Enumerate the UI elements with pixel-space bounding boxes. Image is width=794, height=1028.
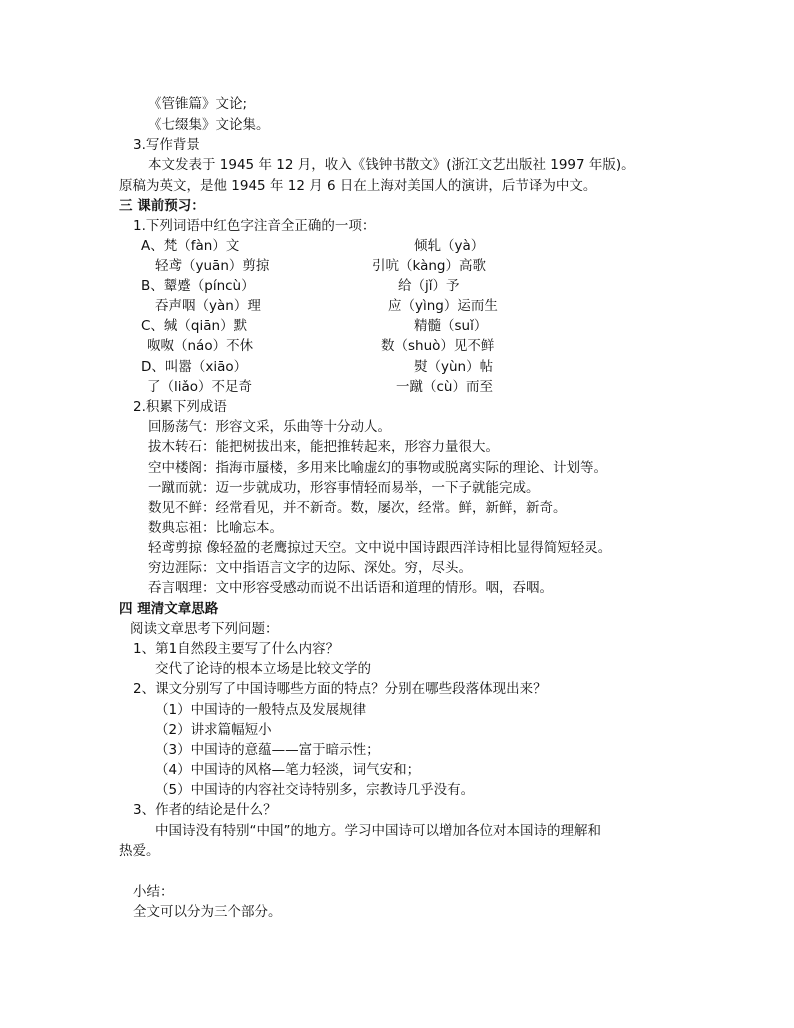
answer-text: 交代了论诗的根本立场是比较文学的 xyxy=(155,661,371,677)
option-item: 数（shuò）见不鲜 xyxy=(381,338,495,354)
option-item: 熨（yùn）帖 xyxy=(414,359,494,375)
answer-item: （1）中国诗的一般特点及发展规律 xyxy=(155,702,367,718)
option-item: 轻鸢（yuān）剪掠 xyxy=(155,258,270,274)
option-item: 给（jǐ）予 xyxy=(398,278,460,294)
option-item: 应（yìng）运而生 xyxy=(388,298,498,314)
text-line: 《管锥篇》文论; xyxy=(148,96,248,112)
answer-item: （4）中国诗的风格—笔力轻淡，词气安和； xyxy=(155,762,421,778)
idiom-item: 回肠荡气：形容文采，乐曲等十分动人。 xyxy=(148,419,391,435)
summary-label: 小结： xyxy=(133,884,174,900)
option-item: C、缄（qiān）默 xyxy=(141,318,248,334)
answer-text: 中国诗没有特别“中国”的地方。学习中国诗可以增加各位对本国诗的理解和 xyxy=(155,823,601,839)
option-item: 引吭（kàng）高歌 xyxy=(372,258,486,274)
idiom-item: 数典忘祖：比喻忘本。 xyxy=(148,520,283,536)
idiom-item: 吞言咽理：文中形容受感动而说不出话语和道理的情形。咽，吞咽。 xyxy=(148,580,553,596)
text-line: 阅读文章思考下列问题： xyxy=(130,621,279,637)
text-line: 本文发表于 1945 年 12 月，收入《钱钟书散文》(浙江文艺出版社 1997 年版)。 xyxy=(148,157,635,173)
option-item: D、叫嚣（xiāo） xyxy=(141,359,248,375)
idiom-item: 拔木转石：能把树拔出来，能把推转起来，形容力量很大。 xyxy=(148,439,499,455)
idiom-item: 轻鸢剪掠 像轻盈的老鹰掠过天空。文中说中国诗跟西洋诗相比显得简短轻灵。 xyxy=(148,540,612,556)
idiom-item: 数见不鲜：经常看见，并不新奇。数，屡次，经常。鲜，新鲜，新奇。 xyxy=(148,500,567,516)
option-item: 了（liǎo）不足奇 xyxy=(147,379,253,395)
idiom-item: 穷边涯际：文中指语言文字的边际、深处。穷，尽头。 xyxy=(148,560,472,576)
idiom-item: 空中楼阁：指海市蜃楼，多用来比喻虚幻的事物或脱离实际的理论、计划等。 xyxy=(148,460,607,476)
question-text: 2.积累下列成语 xyxy=(133,399,227,415)
option-item: 一蹴（cù）而至 xyxy=(396,379,493,395)
answer-text: 热爱。 xyxy=(119,843,160,859)
question-text: 3、作者的结论是什么？ xyxy=(133,802,277,818)
option-item: A、梵（fàn）文 xyxy=(141,238,240,254)
option-item: 精髓（suǐ） xyxy=(414,318,488,334)
section-subheading: 3.写作背景 xyxy=(133,137,200,153)
option-item: 呶呶（náo）不休 xyxy=(147,338,254,354)
section-heading: 三 课前预习： xyxy=(119,198,205,214)
text-line: 原稿为英文，是他 1945 年 12 月 6 日在上海对美国人的演讲，后节译为中文。 xyxy=(119,178,597,194)
option-item: B、颦蹙（píncù） xyxy=(141,278,255,294)
answer-item: （2）讲求篇幅短小 xyxy=(155,722,272,738)
summary-text: 全文可以分为三个部分。 xyxy=(133,904,282,920)
answer-item: （5）中国诗的内容社交诗特别多，宗教诗几乎没有。 xyxy=(155,782,475,798)
answer-item: （3）中国诗的意蕴——富于暗示性； xyxy=(155,742,380,758)
option-item: 吞声咽（yàn）理 xyxy=(155,298,261,314)
text-line: 《七缀集》文论集。 xyxy=(148,117,270,133)
section-heading: 四 理清文章思路 xyxy=(119,601,219,617)
question-text: 1.下列词语中红色字注音全正确的一项： xyxy=(133,218,376,234)
question-text: 1、第1自然段主要写了什么内容？ xyxy=(133,641,340,657)
question-text: 2、课文分别写了中国诗哪些方面的特点？分别在哪些段落体现出来？ xyxy=(133,681,547,697)
idiom-item: 一蹴而就：迈一步就成功，形容事情轻而易举，一下子就能完成。 xyxy=(148,480,540,496)
option-item: 倾轧（yà） xyxy=(414,238,485,254)
